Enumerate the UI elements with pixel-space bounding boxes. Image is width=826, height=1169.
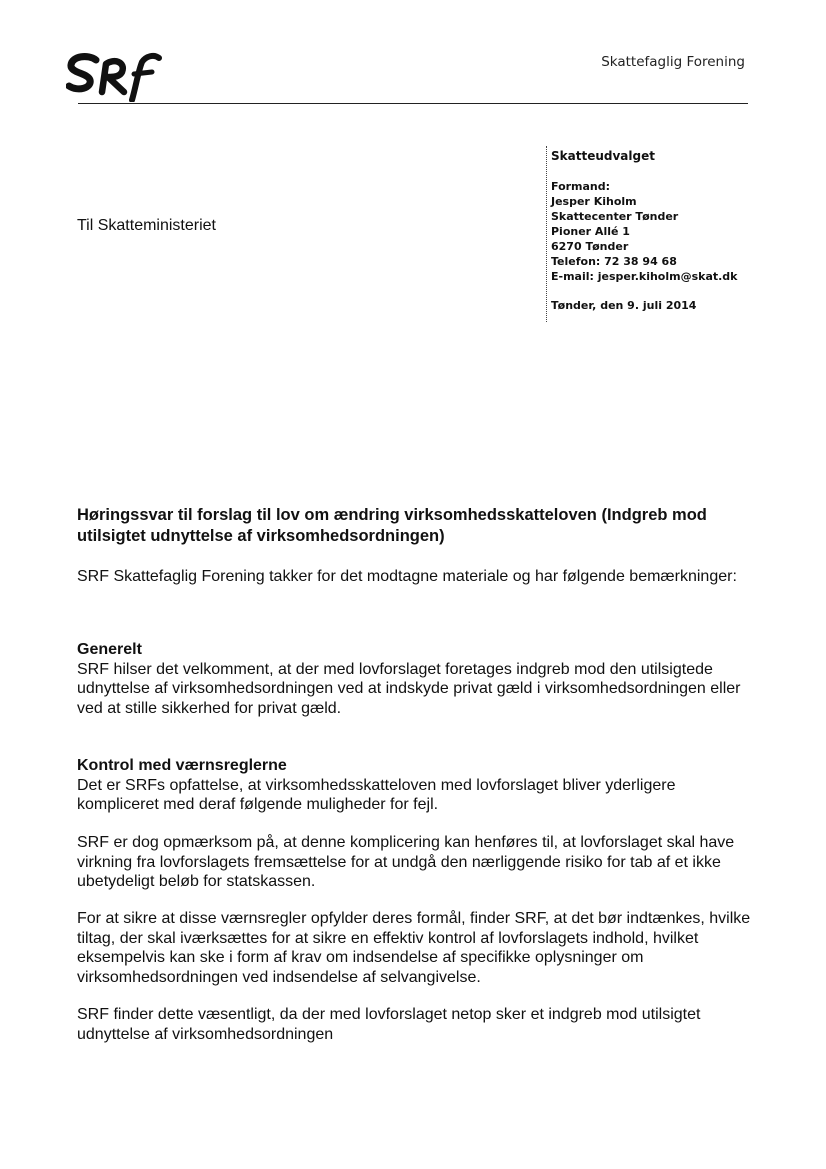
- sender-role: Formand:: [551, 180, 611, 193]
- sender-name: Jesper Kiholm: [551, 195, 637, 208]
- sender-street: Pioner Allé 1: [551, 225, 630, 238]
- recipient: Til Skatteministeriet: [77, 217, 216, 234]
- letter-date: Tønder, den 9. juli 2014: [551, 299, 697, 312]
- sender-committee: Skatteudvalget: [551, 149, 655, 163]
- intro-paragraph: SRF Skattefaglig Forening takker for det modtagne materiale og har følgende bemærkninger:: [77, 568, 737, 585]
- section-text-general: SRF hilser det velkomment, at der med lovforslaget foretages indgreb mod den utilsigtede udnyttelse af virksomhedsordningen ved at indskyde privat gæld i virksomhedsordningen eller ved at stille sikkerhed for privat gæld.: [77, 660, 741, 717]
- section-heading-general: Generelt: [77, 641, 142, 658]
- sender-block: [546, 146, 781, 322]
- sender-email: E-mail: jesper.kiholm@skat.dk: [551, 270, 738, 283]
- section-text-control-1: Det er SRFs opfattelse, at virksomhedsskatteloven med lovforslaget bliver yderligere kompliceret med deraf følgende muligheder for fejl.: [77, 776, 676, 813]
- sender-city: 6270 Tønder: [551, 240, 629, 253]
- section-text-control-3: For at sikre at disse værnsregler opfylder deres formål, finder SRF, at det bør indtænkes, hvilke tiltag, der skal iværksættes for at sikre en effektiv kontrol af lovforslagets indhold, hvilket eksempelvis kan ske i form af krav om indsendelse af specifikke oplysninger om virksomhedsordningen ved indsendelse af selvangivelse.: [77, 910, 751, 986]
- srf-logo: [66, 50, 162, 102]
- letter-subject: Høringssvar til forslag til lov om ændring virksomhedsskatteloven (Indgreb mod utilsigtet udnyttelse af virksomhedsordningen): [77, 506, 707, 545]
- section-general: [77, 640, 757, 718]
- section-heading-control: Kontrol med værnsreglerne: [77, 757, 287, 774]
- section-text-control-2: SRF er dog opmærksom på, at denne komplicering kan henføres til, at lovforslaget skal have virkning fra lovforslagets fremsættelse for at undgå den nærliggende risiko for tab af et ikke ubetydeligt beløb for statskassen.: [77, 834, 735, 890]
- section-text-control-4: SRF finder dette væsentligt, da der med lovforslaget netop sker et indgreb mod utilsigtet udnyttelse af virksomhedsordningen: [77, 1006, 701, 1043]
- sender-office: Skattecenter Tønder: [551, 210, 679, 223]
- organization-name: Skattefaglig Forening: [601, 54, 745, 70]
- sender-phone: Telefon: 72 38 94 68: [551, 255, 677, 268]
- header-divider: [78, 103, 748, 104]
- section-control: [77, 756, 757, 815]
